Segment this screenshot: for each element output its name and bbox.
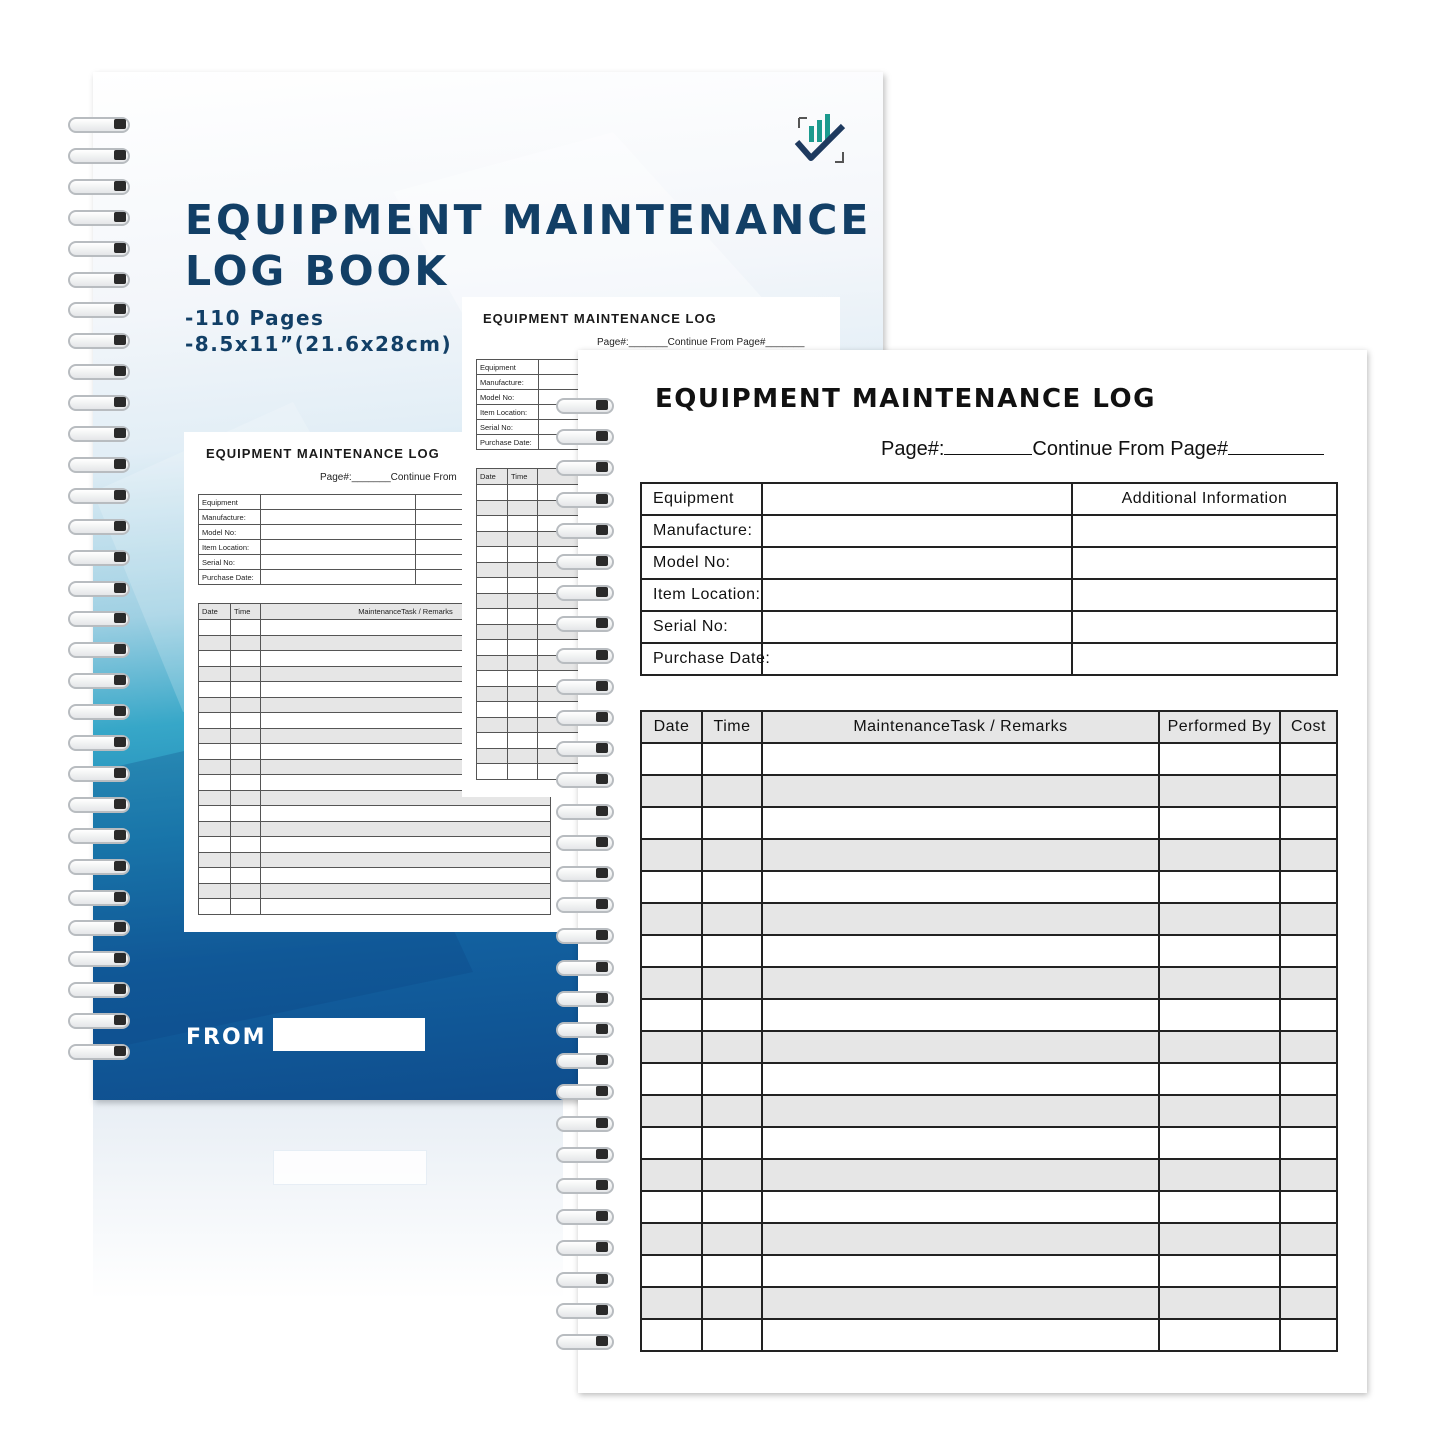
cover-size: -8.5x11”(21.6x28cm) [185, 332, 453, 356]
spiral-coil [68, 859, 132, 873]
spiral-coil [68, 982, 132, 996]
spiral-coil [68, 611, 132, 625]
spiral-coil [68, 1013, 132, 1027]
from-label: FROM [186, 1025, 267, 1050]
table-row [641, 1095, 1337, 1127]
log-page [578, 350, 1367, 1393]
mini-back-info-label: Serial No: [477, 420, 539, 435]
mini-front-info-label: Purchase Date: [199, 570, 261, 585]
table-row [641, 1255, 1337, 1287]
spiral-coil [68, 519, 132, 533]
table-row [641, 807, 1337, 839]
spiral-coil [556, 679, 620, 693]
table-row [641, 999, 1337, 1031]
page-number-line [881, 436, 1324, 461]
table-row [199, 868, 551, 884]
spiral-coil [556, 835, 620, 849]
spiral-coil [556, 398, 620, 412]
spiral-coil [556, 960, 620, 974]
spiral-coil [556, 554, 620, 568]
mini-back-info-label: Purchase Date: [477, 435, 539, 450]
spiral-coil [556, 585, 620, 599]
mini-front-info-label: Manufacture: [199, 510, 261, 525]
spiral-coil [68, 704, 132, 718]
table-row [641, 1191, 1337, 1223]
spiral-coil [556, 429, 620, 443]
table-row [641, 1031, 1337, 1063]
mini-back-info-label: Item Location: [477, 405, 539, 420]
spiral-coil [68, 488, 132, 502]
continue-from-label: Continue From Page# [1032, 438, 1229, 460]
spiral-coil [556, 492, 620, 506]
log-header-time: Time [702, 711, 762, 743]
spiral-coil [68, 581, 132, 595]
mini-back-title: EQUIPMENT MAINTENANCE LOG [483, 311, 717, 326]
spiral-coil [556, 1240, 620, 1254]
spiral-coil [556, 741, 620, 755]
table-row [641, 1319, 1337, 1351]
info-label: Manufacture: [641, 515, 762, 547]
spiral-coil [556, 991, 620, 1005]
page-title: EQUIPMENT MAINTENANCE LOG [655, 384, 1156, 414]
spiral-coil [68, 395, 132, 409]
table-row [641, 967, 1337, 999]
spiral-coil [68, 735, 132, 749]
log-header-date: Date [641, 711, 702, 743]
mini-back-log-header: Time [508, 469, 538, 485]
table-row [641, 839, 1337, 871]
log-header-task: MaintenanceTask / Remarks [762, 711, 1159, 743]
spiral-coil [556, 772, 620, 786]
spiral-coil [68, 302, 132, 316]
spiral-coil [556, 1209, 620, 1223]
spiral-coil [556, 1116, 620, 1130]
spiral-coil [556, 928, 620, 942]
spiral-coil [556, 616, 620, 630]
spiral-coil [556, 1178, 620, 1192]
maintenance-log-table [640, 710, 1338, 1352]
spiral-coil [68, 210, 132, 224]
spiral-coil [556, 1303, 620, 1317]
spiral-coil [556, 897, 620, 911]
spiral-coil [556, 1334, 620, 1348]
spiral-coil [68, 272, 132, 286]
additional-information-header: Additional Information [1072, 483, 1337, 515]
table-row [641, 743, 1337, 775]
chart-check-logo-icon [793, 112, 849, 168]
table-row [641, 871, 1337, 903]
spiral-coil [68, 642, 132, 656]
table-row [641, 1159, 1337, 1191]
info-label: Item Location: [641, 579, 762, 611]
table-row [641, 935, 1337, 967]
log-header-cost: Cost [1280, 711, 1337, 743]
table-row [641, 775, 1337, 807]
spiral-coil [556, 1022, 620, 1036]
spiral-coil [556, 648, 620, 662]
spiral-coil [556, 866, 620, 880]
cover-page-count: -110 Pages [185, 306, 325, 330]
spiral-coil [556, 1084, 620, 1098]
spiral-coil [556, 523, 620, 537]
table-row [199, 806, 551, 822]
spiral-coil [68, 550, 132, 564]
mini-front-page-line: Page#:_______Continue From [320, 472, 457, 483]
mini-front-info-label: Serial No: [199, 555, 261, 570]
table-row [199, 837, 551, 853]
table-row [641, 1127, 1337, 1159]
spiral-coil [68, 1044, 132, 1058]
log-header-performed-by: Performed By [1159, 711, 1280, 743]
spiral-coil [68, 766, 132, 780]
info-label: Equipment [641, 483, 762, 515]
mini-back-info-label: Manufacture: [477, 375, 539, 390]
spiral-coil [68, 333, 132, 347]
mini-front-log-header: MaintenanceTask / Remarks [261, 604, 551, 620]
spiral-coil [68, 117, 132, 131]
table-row [641, 1287, 1337, 1319]
spiral-coil [68, 828, 132, 842]
cover-reflection [93, 1100, 563, 1300]
table-row [641, 1063, 1337, 1095]
table-row [199, 883, 551, 899]
spiral-coil [556, 804, 620, 818]
from-field [273, 1018, 425, 1051]
table-row [199, 821, 551, 837]
spiral-coil [68, 457, 132, 471]
mini-front-info-label: Model No: [199, 525, 261, 540]
spiral-coil [556, 1147, 620, 1161]
mini-back-info-label: Model No: [477, 390, 539, 405]
mini-back-page-line: Page#:_______Continue From Page#_______ [597, 337, 805, 348]
cover-title-line-2: LOG BOOK [185, 247, 450, 295]
spiral-coil [68, 797, 132, 811]
mini-front-title: EQUIPMENT MAINTENANCE LOG [206, 446, 440, 461]
table-row [199, 852, 551, 868]
mini-front-log-header: Time [231, 604, 261, 620]
page-number-label: Page#: [881, 438, 945, 460]
mini-back-info-label: Equipment [477, 360, 539, 375]
mini-front-info-label: Equipment [199, 495, 261, 510]
info-label: Purchase Date: [641, 643, 762, 675]
spiral-coil [556, 460, 620, 474]
spiral-coil [68, 426, 132, 440]
page-number-blank [944, 436, 1032, 455]
table-row [199, 899, 551, 915]
spiral-coil [68, 179, 132, 193]
spiral-coil [68, 890, 132, 904]
spiral-coil [556, 710, 620, 724]
mini-front-info-label: Item Location: [199, 540, 261, 555]
mini-back-log-header: Date [477, 469, 508, 485]
mini-front-log-header: Date [199, 604, 231, 620]
spiral-coil [68, 920, 132, 934]
spiral-coil [68, 364, 132, 378]
spiral-coil [68, 673, 132, 687]
reflection-from-field [273, 1150, 427, 1185]
spiral-coil [68, 241, 132, 255]
table-row [641, 1223, 1337, 1255]
spiral-coil [556, 1053, 620, 1067]
spiral-coil [68, 951, 132, 965]
info-label: Model No: [641, 547, 762, 579]
spiral-coil [68, 148, 132, 162]
spiral-coil [556, 1272, 620, 1286]
info-label: Serial No: [641, 611, 762, 643]
continue-from-blank [1228, 436, 1324, 455]
cover-title-line-1: EQUIPMENT MAINTENANCE [185, 196, 872, 244]
table-row [641, 903, 1337, 935]
equipment-info-table [640, 482, 1338, 676]
